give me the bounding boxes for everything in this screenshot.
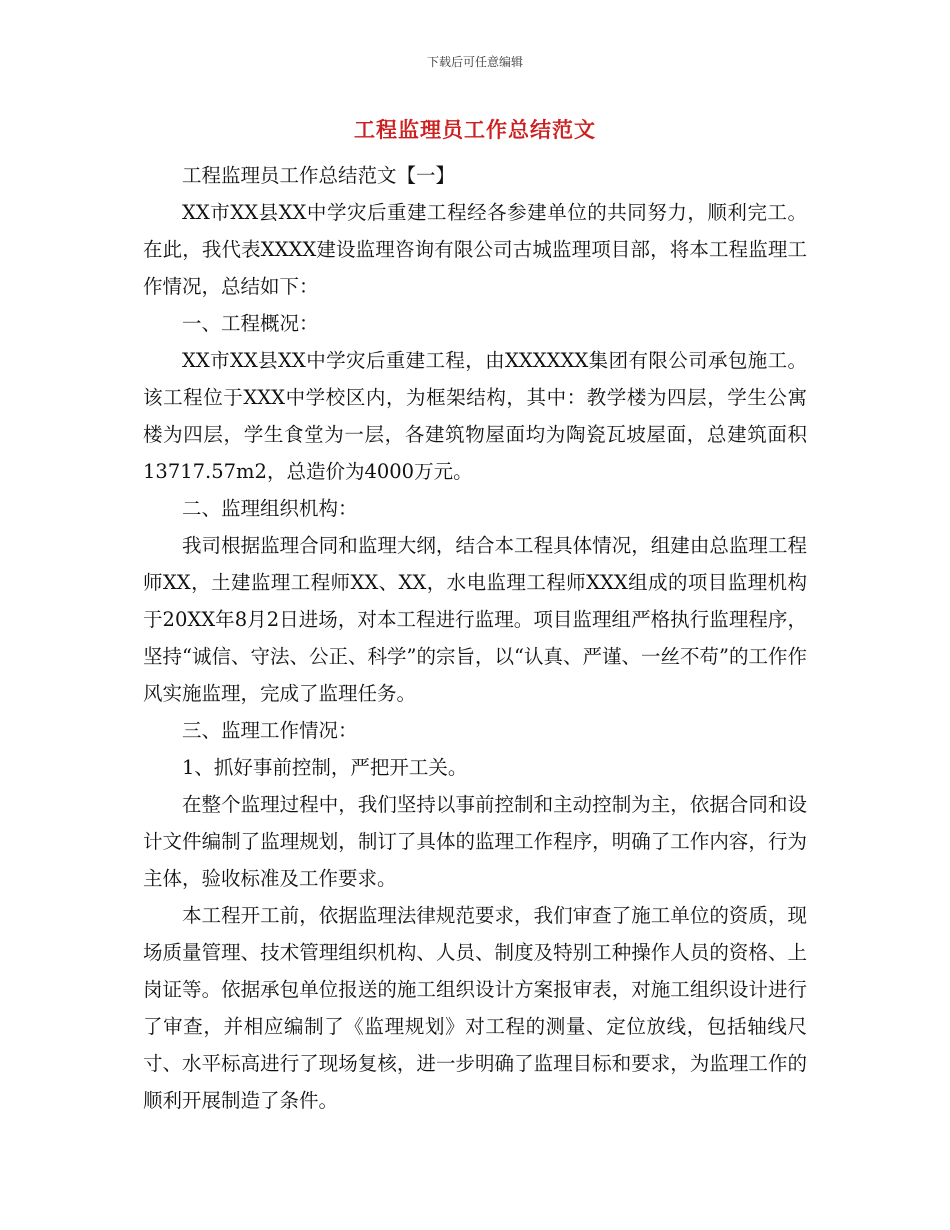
body-paragraph: XX市XX县XX中学灾后重建工程经各参建单位的共同努力，顺利完工。在此，我代表XXXX建设监理咨询有限公司古城监理项目部，将本工程监理工作情况，总结如下：	[143, 201, 807, 298]
document-title: 工程监理员工作总结范文	[354, 117, 596, 142]
header-note: 下载后可任意编辑	[426, 55, 523, 69]
section-heading: 二、监理组织机构：	[182, 497, 358, 520]
document-body	[143, 157, 807, 1119]
subtitle-paragraph: 工程监理员工作总结范文【一】	[182, 164, 456, 187]
body-paragraph: 在整个监理过程中，我们坚持以事前控制和主动控制为主，依据合同和设计文件编制了监理规划，制订了具体的监理工作程序，明确了工作内容，行为主体，验收标准及工作要求。	[143, 793, 807, 890]
body-paragraph: XX市XX县XX中学灾后重建工程，由XXXXXX集团有限公司承包施工。该工程位于XXX中学校区内，为框架结构，其中：教学楼为四层，学生公寓楼为四层，学生食堂为一层，各建筑物屋面均为陶瓷瓦坡屋面，总建筑面积13717.57m2，总造价为4000万元。	[143, 349, 807, 483]
body-paragraph: 本工程开工前，依据监理法律规范要求，我们审查了施工单位的资质，现场质量管理、技术管理组织机构、人员、制度及特别工种操作人员的资格、上岗证等。依据承包单位报送的施工组织设计方案报审表，对施工组织设计进行了审查，并相应编制了《监理规划》对工程的测量、定位放线，包括轴线尺寸、水平标高进行了现场复核，进一步明确了监理目标和要求，为监理工作的顺利开展制造了条件。	[143, 904, 807, 1112]
section-heading: 三、监理工作情况：	[182, 719, 358, 742]
subsection-heading: 1、抓好事前控制，严把开工关。	[182, 756, 468, 779]
body-paragraph: 我司根据监理合同和监理大纲，结合本工程具体情况，组建由总监理工程师XX，土建监理工程师XX、XX，水电监理工程师XXX组成的项目监理机构于20XX年8月2日进场，对本工程进行监理。项目监理组严格执行监理程序，坚持“诚信、守法、公正、科学”的宗旨，以“认真、严谨、一丝不苟”的工作作风实施监理，完成了监理任务。	[143, 534, 807, 705]
section-heading: 一、工程概况：	[182, 312, 319, 335]
